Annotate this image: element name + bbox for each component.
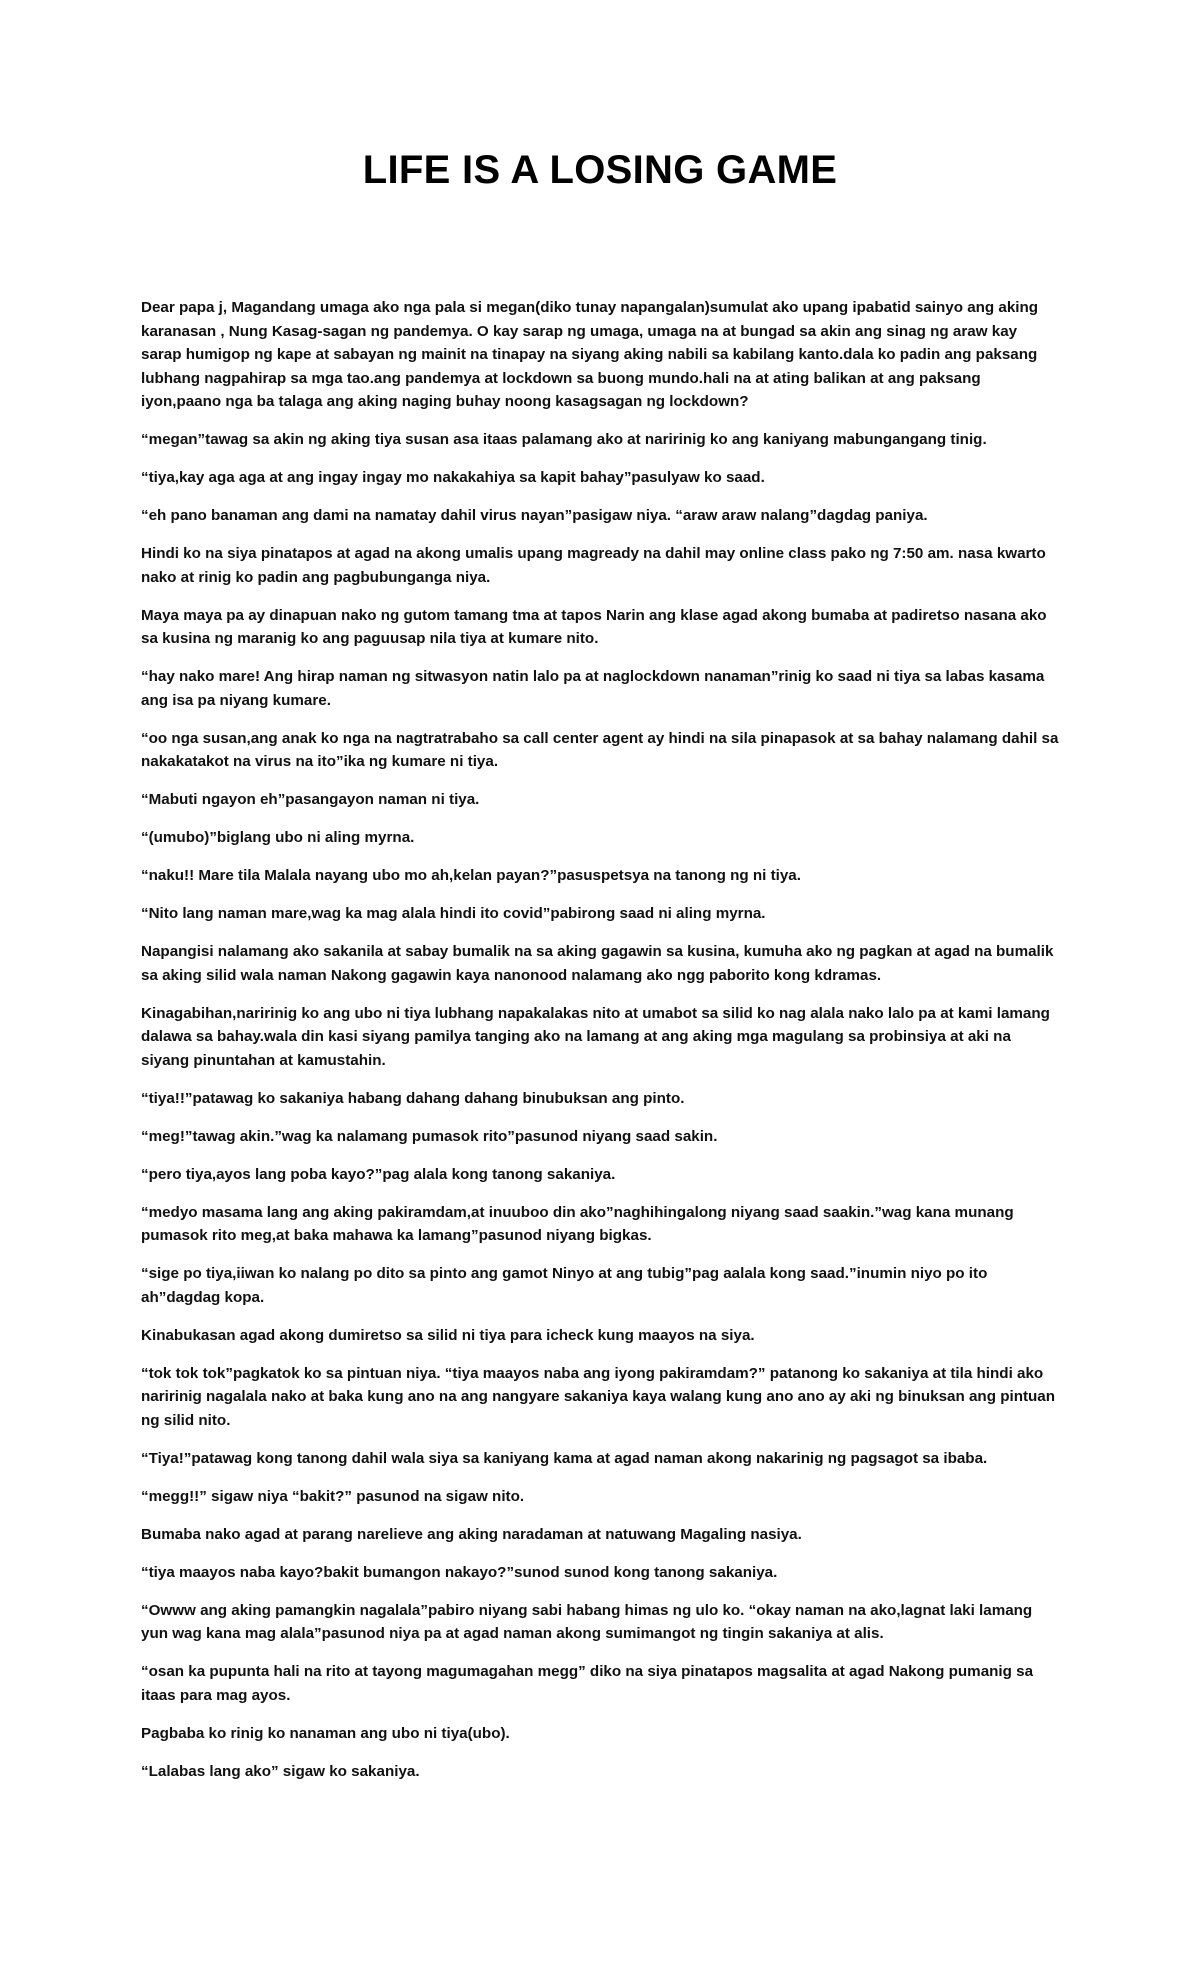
paragraph: “tok tok tok”pagkatok ko sa pintuan niya. “tiya maayos naba ang iyong pakiramdam?” patanong ko sakaniya at tila hindi ako naririnig nagalala nako at baka kung ano na ang nangyare sakaniya kaya walang kung ano ano ay aki ng binuksan ang pintuan ng silid nito. (141, 1364, 1056, 1429)
paragraph: Maya maya pa ay dinapuan nako ng gutom tamang tma at tapos Narin ang klase agad akong bumaba at padiretso nasana ako sa kusina ng maranig ko ang paguusap nila tiya at kumare nito. (141, 606, 1047, 647)
paragraph: Kinabukasan agad akong dumiretso sa silid ni tiya para icheck kung maayos na siya. (141, 1326, 755, 1344)
paragraph: “Lalabas lang ako” sigaw ko sakaniya. (141, 1762, 420, 1780)
paragraph: Kinagabihan,naririnig ko ang ubo ni tiya lubhang napakalakas nito at umabot sa silid ko nag alala nako lalo pa at kami lamang dalawa sa bahay.wala din kasi siyang pamilya tanging ako na lamang at ang aking mga magulang sa probinsiya at aki na siyang pinuntahan at kamustahin. (141, 1004, 1050, 1069)
paragraph: “hay nako mare! Ang hirap naman ng sitwasyon natin lalo pa at naglockdown nanaman”rinig ko saad ni tiya sa labas kasama ang isa pa niyang kumare. (141, 668, 1045, 709)
paragraph: “oo nga susan,ang anak ko nga na nagtratrabaho sa call center agent ay hindi na sila pinapasok at sa bahay nalamang dahil sa nakakatakot na virus na ito”ika ng kumare ni tiya. (141, 729, 1059, 770)
paragraph: “naku!! Mare tila Malala nayang ubo mo ah,kelan payan?”pasuspetsya na tanong ng ni tiya. (141, 867, 801, 884)
paragraph: “Tiya!”patawag kong tanong dahil wala siya sa kaniyang kama at agad naman akong nakarinig ng pagsagot sa ibaba. (141, 1449, 988, 1467)
paragraph: “eh pano banaman ang dami na namatay dahil virus nayan”pasigaw niya. “araw araw nalang”dagdag paniya. (141, 507, 928, 524)
paragraph: “(umubo)”biglang ubo ni aling myrna. (141, 829, 415, 846)
paragraph: Pagbaba ko rinig ko nanaman ang ubo ni tiya(ubo). (141, 1724, 510, 1742)
paragraph: “Nito lang naman mare,wag ka mag alala hindi ito covid”pabirong saad ni aling myrna. (141, 905, 766, 922)
document-title: LIFE IS A LOSING GAME (362, 148, 838, 192)
paragraph: Napangisi nalamang ako sakanila at sabay bumalik na sa aking gagawin sa kusina, kumuha ako ng pagkan at agad na bumalik sa aking silid wala naman Nakong gagawin kaya nanonood nalamang ako ngg paborito kong kdramas. (141, 943, 1054, 984)
paragraph: “tiya,kay aga aga at ang ingay ingay mo nakakahiya sa kapit bahay”pasulyaw ko saad. (141, 469, 765, 486)
paragraph: “tiya maayos naba kayo?bakit bumangon nakayo?”sunod sunod kong tanong sakaniya. (141, 1563, 778, 1581)
paragraph: Dear papa j, Magandang umaga ako nga pala si megan(diko tunay napangalan)sumulat ako upang ipabatid sainyo ang aking karanasan , Nung Kasag-sagan ng pandemya. O kay sarap ng umaga, umaga na at bungad sa akin ang sinag ng araw kay sarap humigop ng kape at sabayan ng mainit na tinapay na siyang aking nabili sa kabilang kanto.dala ko padin ang paksang lubhang nagpahirap sa mga tao.ang pandemya at lockdown sa buong mundo.hali na at ating balikan at ang paksang iyon,paano nga ba talaga ang aking naging buhay noong kasagsagan ng lockdown? (141, 299, 1039, 410)
paragraph: “pero tiya,ayos lang poba kayo?”pag alala kong tanong sakaniya. (141, 1165, 616, 1183)
paragraph: “megg!!” sigaw niya “bakit?” pasunod na sigaw nito. (141, 1487, 525, 1505)
document-body (141, 296, 1061, 1798)
paragraph: “sige po tiya,iiwan ko nalang po dito sa pinto ang gamot Ninyo at ang tubig”pag aalala kong saad.”inumin niyo po ito ah”dagdag kopa. (141, 1265, 988, 1306)
paragraph: “megan”tawag sa akin ng aking tiya susan asa itaas palamang ako at naririnig ko ang kaniyang mabungangang tinig. (141, 431, 987, 448)
paragraph: “tiya!!”patawag ko sakaniya habang dahang dahang binubuksan ang pinto. (141, 1089, 685, 1107)
paragraph: “meg!”tawag akin.”wag ka nalamang pumasok rito”pasunod niyang saad sakin. (141, 1127, 718, 1145)
paragraph: “Mabuti ngayon eh”pasangayon naman ni tiya. (141, 791, 480, 808)
paragraph: “Owww ang aking pamangkin nagalala”pabiro niyang sabi habang himas ng ulo ko. “okay naman na ako,lagnat laki lamang yun wag kana mag alala”pasunod niya pa at agad naman akong sumimangot ng tingin sakaniya at alis. (141, 1601, 1033, 1642)
paragraph: Bumaba nako agad at parang narelieve ang aking naradaman at natuwang Magaling nasiya. (141, 1525, 802, 1543)
paragraph: “osan ka pupunta hali na rito at tayong magumagahan megg” diko na siya pinatapos magsalita at agad Nakong pumanig sa itaas para mag ayos. (141, 1663, 1034, 1704)
paragraph: “medyo masama lang ang aking pakiramdam,at inuuboo din ako”naghihingalong niyang saad saakin.”wag kana munang pumasok rito meg,at baka mahawa ka lamang”pasunod niyang bigkas. (141, 1203, 1014, 1244)
paragraph: Hindi ko na siya pinatapos at agad na akong umalis upang magready na dahil may online class pako ng 7:50 am. nasa kwarto nako at rinig ko padin ang pagbubunganga niya. (141, 545, 1046, 586)
